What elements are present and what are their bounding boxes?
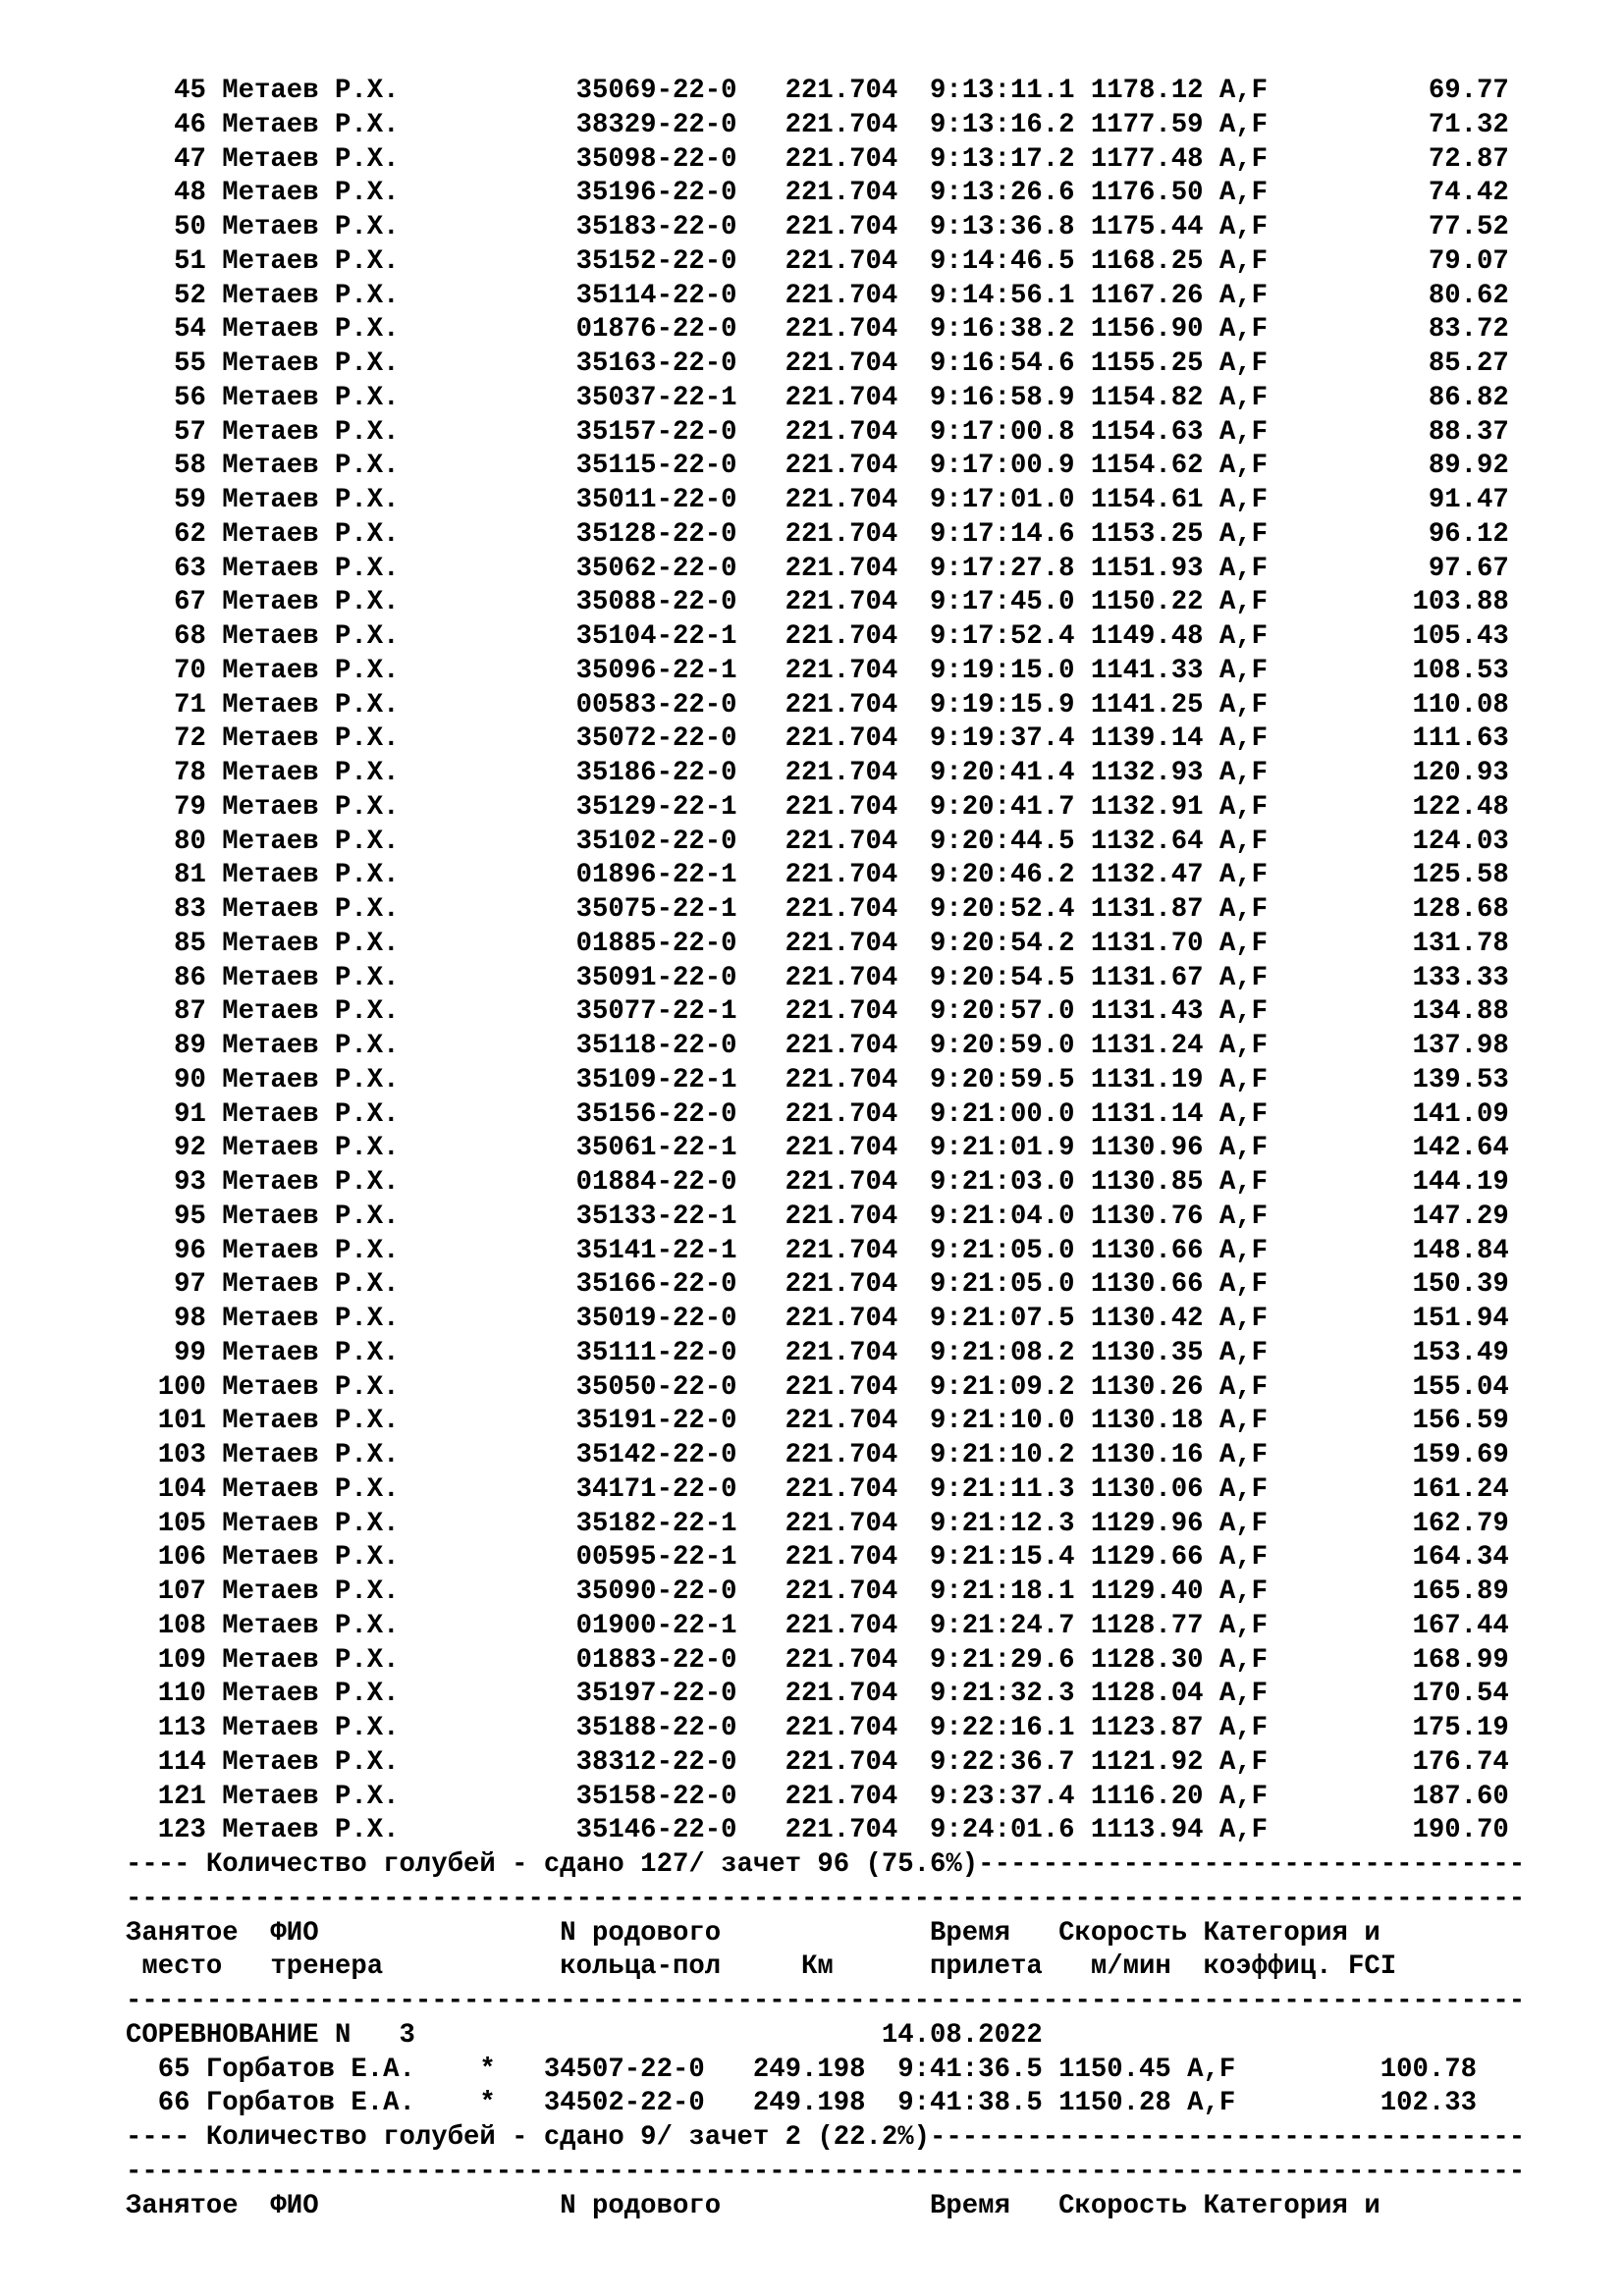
report-line: 71 Метаев Р.Х. 00583-22-0 221.704 9:19:15.9 1141.25 A,F 110.08 — [126, 689, 1509, 721]
summary-line: ---- Количество голубей - сдано 9/ зачет 2 (22.2%)------------------------------------- — [126, 2122, 1526, 2153]
report-line: 81 Метаев Р.Х. 01896-22-1 221.704 9:20:46.2 1132.47 A,F 125.58 — [126, 860, 1509, 891]
report-line: 70 Метаев Р.Х. 35096-22-1 221.704 9:19:15.0 1141.33 A,F 108.53 — [126, 655, 1509, 686]
report-line: 92 Метаев Р.Х. 35061-22-1 221.704 9:21:01.9 1130.96 A,F 142.64 — [126, 1133, 1509, 1164]
report-line: 54 Метаев Р.Х. 01876-22-0 221.704 9:16:38.2 1156.90 A,F 83.72 — [126, 314, 1509, 346]
report-line: 85 Метаев Р.Х. 01885-22-0 221.704 9:20:54.2 1131.70 A,F 131.78 — [126, 928, 1509, 959]
report-line: 87 Метаев Р.Х. 35077-22-1 221.704 9:20:57.0 1131.43 A,F 134.88 — [126, 996, 1509, 1028]
report-line: 93 Метаев Р.Х. 01884-22-0 221.704 9:21:03.0 1130.85 A,F 144.19 — [126, 1167, 1509, 1198]
report-line: 65 Горбатов Е.А. * 34507-22-0 249.198 9:41:36.5 1150.45 A,F 100.78 — [126, 2054, 1477, 2085]
report-line: 121 Метаев Р.Х. 35158-22-0 221.704 9:23:37.4 1116.20 A,F 187.60 — [126, 1781, 1509, 1812]
separator-line: --------------------------------------------------------------------------------------- — [126, 1883, 1526, 1914]
report-line: 50 Метаев Р.Х. 35183-22-0 221.704 9:13:36.8 1175.44 A,F 77.52 — [126, 212, 1509, 242]
report-line: 97 Метаев Р.Х. 35166-22-0 221.704 9:21:05.0 1130.66 A,F 150.39 — [126, 1269, 1509, 1301]
report-line: 68 Метаев Р.Х. 35104-22-1 221.704 9:17:52.4 1149.48 A,F 105.43 — [126, 621, 1509, 652]
report-line: 52 Метаев Р.Х. 35114-22-0 221.704 9:14:56.1 1167.26 A,F 80.62 — [126, 280, 1509, 311]
report-line: 103 Метаев Р.Х. 35142-22-0 221.704 9:21:10.2 1130.16 A,F 159.69 — [126, 1440, 1509, 1470]
report-line: 72 Метаев Р.Х. 35072-22-0 221.704 9:19:37.4 1139.14 A,F 111.63 — [126, 723, 1509, 755]
report-line: 45 Метаев Р.Х. 35069-22-0 221.704 9:13:11.1 1178.12 A,F 69.77 — [126, 76, 1509, 106]
report-line: 106 Метаев Р.Х. 00595-22-1 221.704 9:21:15.4 1129.66 A,F 164.34 — [126, 1542, 1509, 1574]
separator-line: --------------------------------------------------------------------------------------- — [126, 2156, 1526, 2187]
report-line: 90 Метаев Р.Х. 35109-22-1 221.704 9:20:59.5 1131.19 A,F 139.53 — [126, 1064, 1509, 1095]
report-line: 96 Метаев Р.Х. 35141-22-1 221.704 9:21:05.0 1130.66 A,F 148.84 — [126, 1235, 1509, 1266]
report-line: 80 Метаев Р.Х. 35102-22-0 221.704 9:20:44.5 1132.64 A,F 124.03 — [126, 826, 1509, 857]
report-line: 51 Метаев Р.Х. 35152-22-0 221.704 9:14:46.5 1168.25 A,F 79.07 — [126, 245, 1509, 277]
report-line: 109 Метаев Р.Х. 01883-22-0 221.704 9:21:29.6 1128.30 A,F 168.99 — [126, 1644, 1509, 1676]
report-line: 47 Метаев Р.Х. 35098-22-0 221.704 9:13:17.2 1177.48 A,F 72.87 — [126, 143, 1509, 175]
report-line: 62 Метаев Р.Х. 35128-22-0 221.704 9:17:14.6 1153.25 A,F 96.12 — [126, 518, 1509, 550]
report-line: 99 Метаев Р.Х. 35111-22-0 221.704 9:21:08.2 1130.35 A,F 153.49 — [126, 1337, 1509, 1368]
report-line: 67 Метаев Р.Х. 35088-22-0 221.704 9:17:45.0 1150.22 A,F 103.88 — [126, 587, 1509, 618]
report-line: 79 Метаев Р.Х. 35129-22-1 221.704 9:20:41.7 1132.91 A,F 122.48 — [126, 791, 1509, 823]
separator-line: --------------------------------------------------------------------------------------- — [126, 1986, 1526, 2016]
report-line: 101 Метаев Р.Х. 35191-22-0 221.704 9:21:10.0 1130.18 A,F 156.59 — [126, 1406, 1509, 1437]
report-line: 98 Метаев Р.Х. 35019-22-0 221.704 9:21:07.5 1130.42 A,F 151.94 — [126, 1304, 1509, 1334]
competition-header-line: СОРЕВНОВАНИЕ N 3 14.08.2022 — [126, 2019, 1043, 2051]
report-line: 89 Метаев Р.Х. 35118-22-0 221.704 9:20:59.0 1131.24 A,F 137.98 — [126, 1031, 1509, 1061]
report-line: 57 Метаев Р.Х. 35157-22-0 221.704 9:17:00.8 1154.63 A,F 88.37 — [126, 416, 1509, 448]
report-line: 48 Метаев Р.Х. 35196-22-0 221.704 9:13:26.6 1176.50 A,F 74.42 — [126, 178, 1509, 209]
column-header-line: Занятое ФИО N родового Время Скорость Категория и — [126, 1917, 1380, 1949]
report-line: 104 Метаев Р.Х. 34171-22-0 221.704 9:21:11.3 1130.06 A,F 161.24 — [126, 1473, 1509, 1505]
report-line: 58 Метаев Р.Х. 35115-22-0 221.704 9:17:00.9 1154.62 A,F 89.92 — [126, 451, 1509, 482]
report-line: 63 Метаев Р.Х. 35062-22-0 221.704 9:17:27.8 1151.93 A,F 97.67 — [126, 553, 1509, 584]
results-report — [126, 75, 1525, 2223]
report-line: 46 Метаев Р.Х. 38329-22-0 221.704 9:13:16.2 1177.59 A,F 71.32 — [126, 109, 1509, 140]
report-line: 100 Метаев Р.Х. 35050-22-0 221.704 9:21:09.2 1130.26 A,F 155.04 — [126, 1371, 1509, 1403]
report-line: 59 Метаев Р.Х. 35011-22-0 221.704 9:17:01.0 1154.61 A,F 91.47 — [126, 485, 1509, 515]
report-line: 105 Метаев Р.Х. 35182-22-1 221.704 9:21:12.3 1129.96 A,F 162.79 — [126, 1508, 1509, 1539]
report-line: 114 Метаев Р.Х. 38312-22-0 221.704 9:22:36.7 1121.92 A,F 176.74 — [126, 1746, 1509, 1778]
report-line: 113 Метаев Р.Х. 35188-22-0 221.704 9:22:16.1 1123.87 A,F 175.19 — [126, 1713, 1509, 1743]
report-line: 86 Метаев Р.Х. 35091-22-0 221.704 9:20:54.5 1131.67 A,F 133.33 — [126, 962, 1509, 993]
column-header-line: Занятое ФИО N родового Время Скорость Категория и — [126, 2190, 1380, 2221]
report-line: 110 Метаев Р.Х. 35197-22-0 221.704 9:21:32.3 1128.04 A,F 170.54 — [126, 1679, 1509, 1710]
report-line: 66 Горбатов Е.А. * 34502-22-0 249.198 9:41:38.5 1150.28 A,F 102.33 — [126, 2088, 1477, 2119]
report-line: 56 Метаев Р.Х. 35037-22-1 221.704 9:16:58.9 1154.82 A,F 86.82 — [126, 382, 1509, 413]
report-line: 107 Метаев Р.Х. 35090-22-0 221.704 9:21:18.1 1129.40 A,F 165.89 — [126, 1576, 1509, 1607]
report-line: 123 Метаев Р.Х. 35146-22-0 221.704 9:24:01.6 1113.94 A,F 190.70 — [126, 1815, 1509, 1846]
summary-line: ---- Количество голубей - сдано 127/ зачет 96 (75.6%)---------------------------------- — [126, 1849, 1526, 1880]
column-header-line: место тренера кольца-пол Км прилета м/мин коэффиц. FCI — [126, 1951, 1397, 1983]
report-line: 108 Метаев Р.Х. 01900-22-1 221.704 9:21:24.7 1128.77 A,F 167.44 — [126, 1610, 1509, 1641]
report-line: 91 Метаев Р.Х. 35156-22-0 221.704 9:21:00.0 1131.14 A,F 141.09 — [126, 1098, 1509, 1130]
report-line: 55 Метаев Р.Х. 35163-22-0 221.704 9:16:54.6 1155.25 A,F 85.27 — [126, 348, 1509, 379]
report-line: 83 Метаев Р.Х. 35075-22-1 221.704 9:20:52.4 1131.87 A,F 128.68 — [126, 894, 1509, 925]
report-line: 78 Метаев Р.Х. 35186-22-0 221.704 9:20:41.4 1132.93 A,F 120.93 — [126, 758, 1509, 788]
report-line: 95 Метаев Р.Х. 35133-22-1 221.704 9:21:04.0 1130.76 A,F 147.29 — [126, 1201, 1509, 1232]
